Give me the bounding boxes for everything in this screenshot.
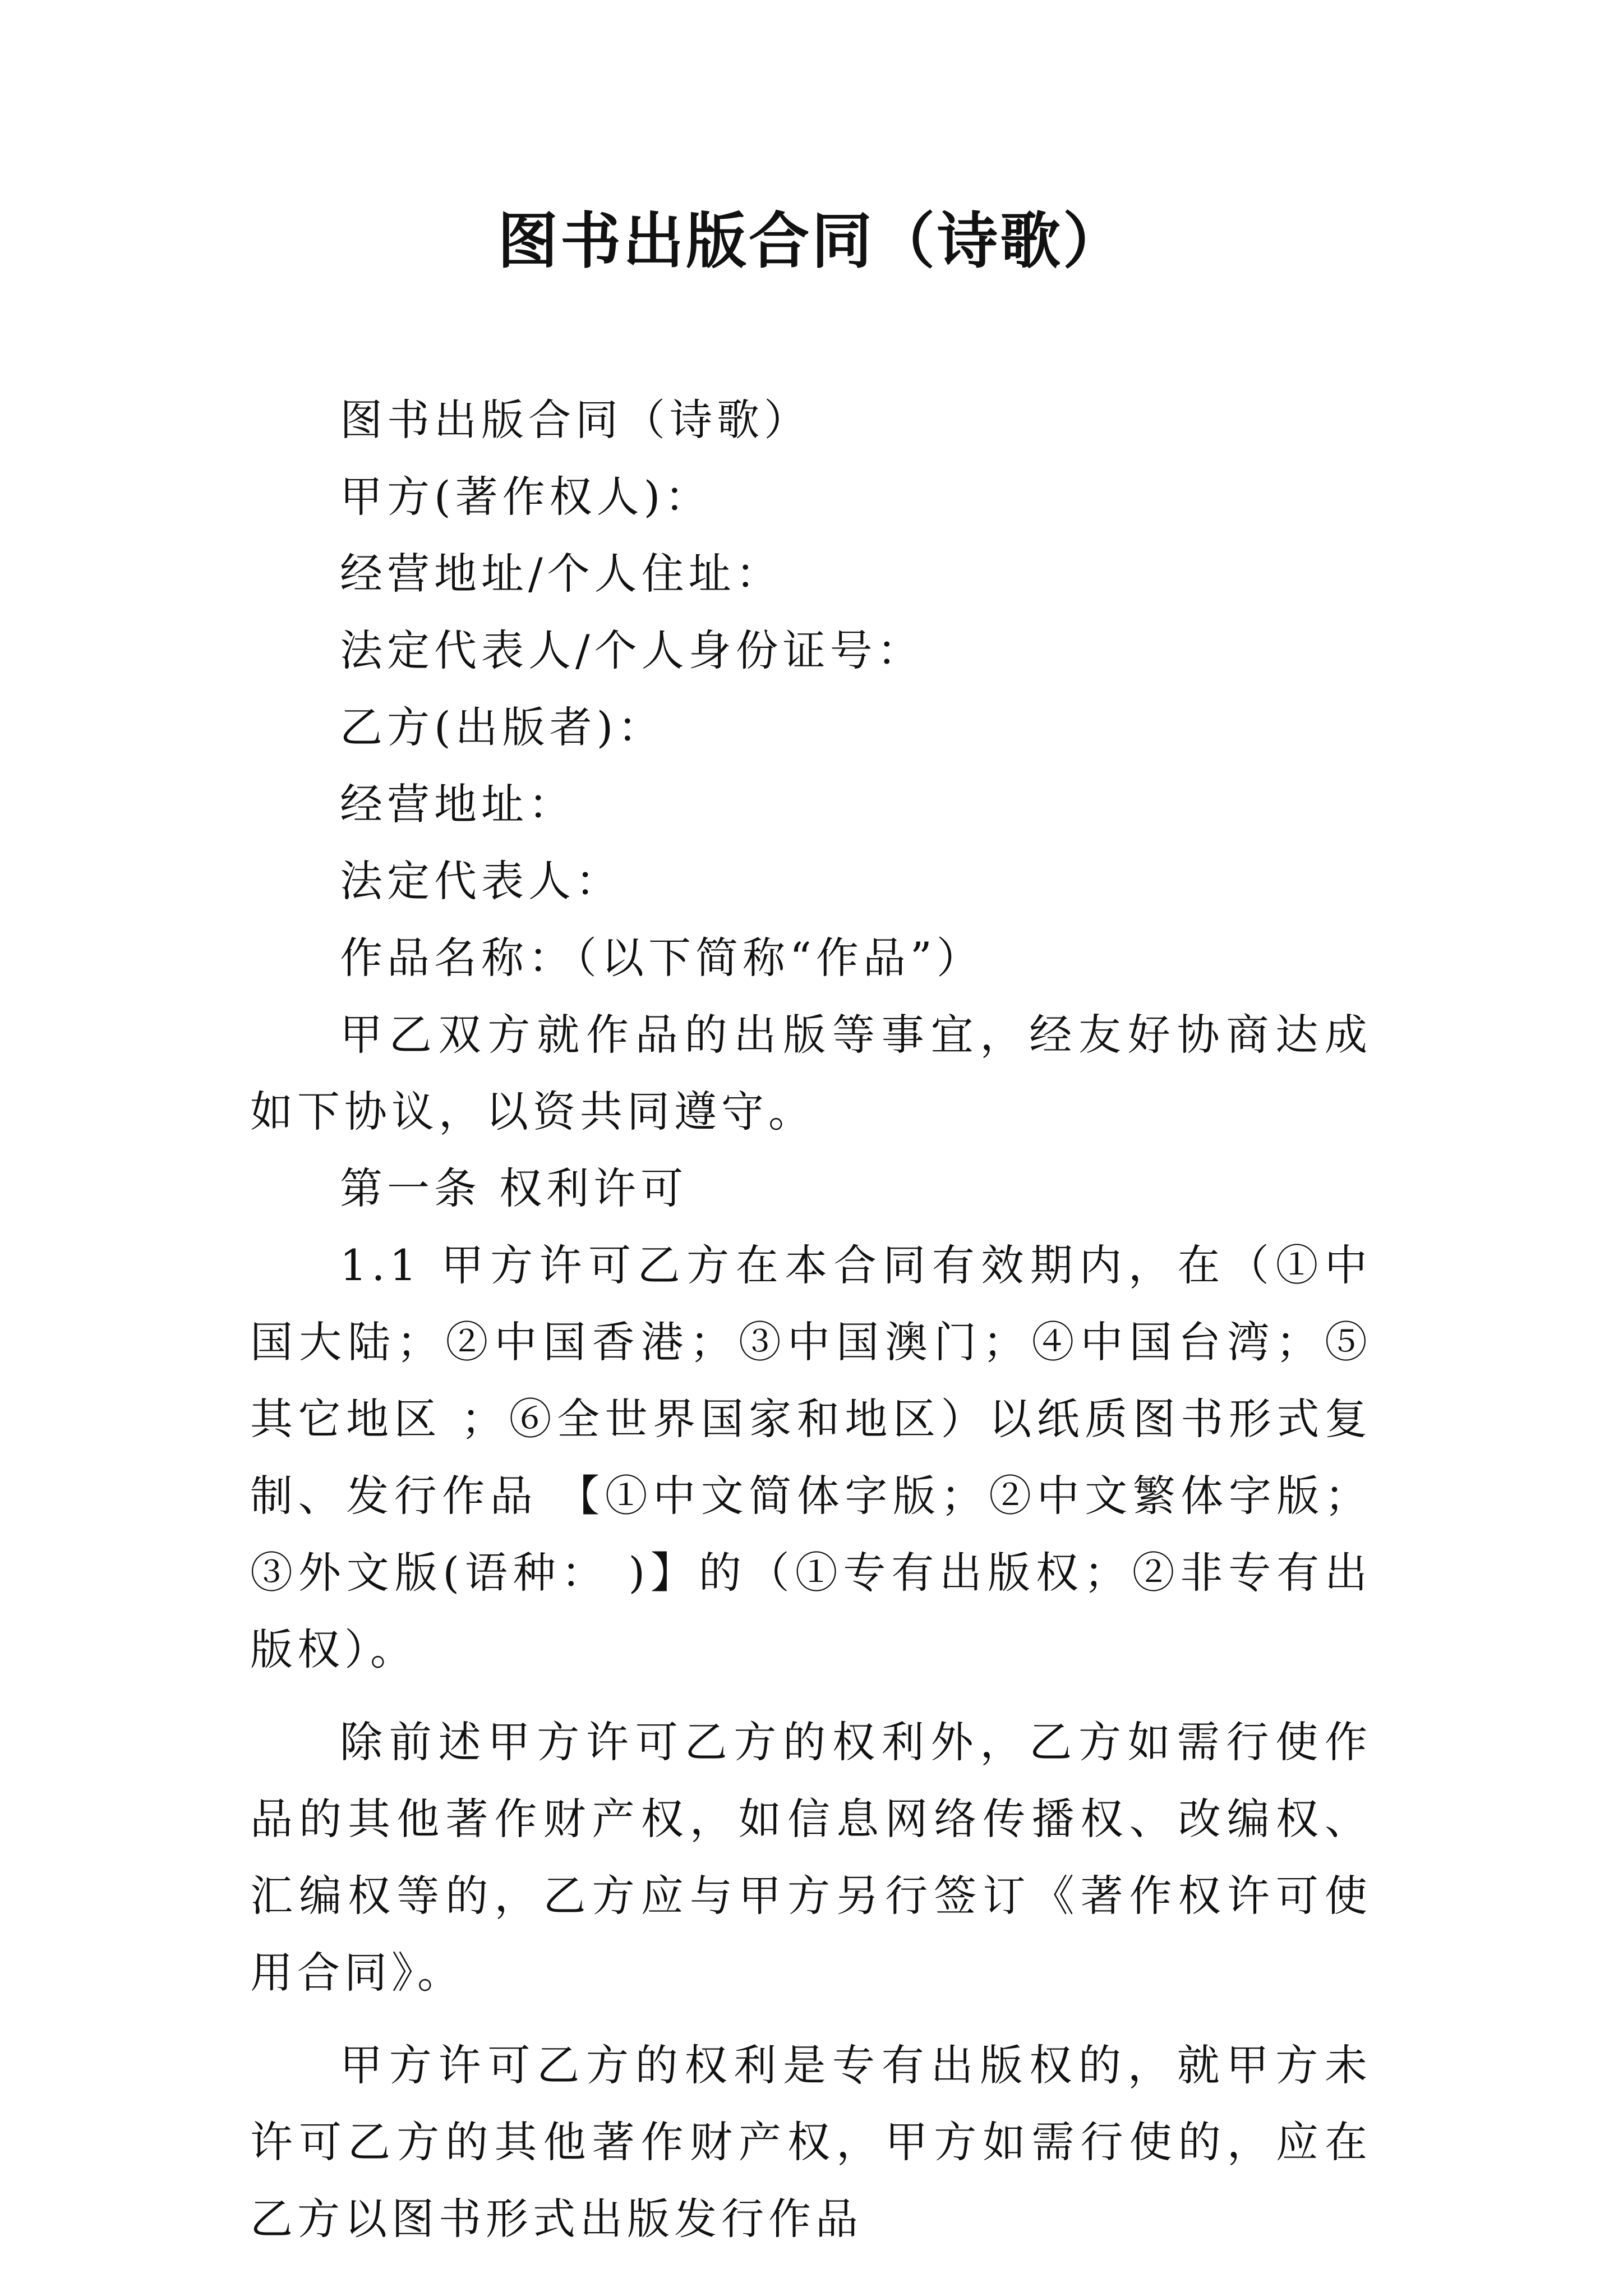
paragraph-party-b-address: 经营地址： <box>340 779 575 829</box>
paragraph-heading: 图书出版合同（诗歌） <box>340 395 811 445</box>
paragraph-party-b: 乙方(出版者)： <box>340 702 665 752</box>
paragraph-agreement-intro: 甲乙双方就作品的出版等事宜，经友好协商达成如下协议，以资共同遵守。 <box>250 1010 1372 1137</box>
paragraph-party-a: 甲方(著作权人)： <box>340 472 712 522</box>
paragraph-exclusive-rights: 甲方许可乙方的权利是专有出版权的，就甲方未许可乙方的其他著作财产权，甲方如需行使的，应在乙方以图书形式出版发行作品 <box>250 2040 1372 2244</box>
paragraph-clause-1-1: 1.1 甲方许可乙方在本合同有效期内，在（①中国大陆；②中国香港；③中国澳门；④中国台湾；⑤其它地区 ；⑥全世界国家和地区）以纸质图书形式复制、发行作品 【①中文简体字版；②中文繁体字版；③外文版(语种： )】的（①专有出版权；②非专有出版权）。 <box>250 1240 1372 1674</box>
paragraph-article-1-heading: 第一条 权利许可 <box>340 1163 688 1213</box>
paragraph-party-a-address: 经营地址/个人住址： <box>340 549 783 599</box>
paragraph-party-b-representative: 法定代表人： <box>340 856 623 906</box>
document-title: 图书出版合同（诗歌） <box>497 206 1126 277</box>
document-body <box>250 381 1372 2257</box>
paragraph-work-name: 作品名称：（以下简称“作品”） <box>340 933 984 983</box>
paragraph-party-a-representative: 法定代表人/个人身份证号： <box>340 625 924 675</box>
paragraph-other-rights: 除前述甲方许可乙方的权利外，乙方如需行使作品的其他著作财产权，如信息网络传播权、改编权、汇编权等的，乙方应与甲方另行签订《著作权许可使用合同》。 <box>250 1717 1372 1998</box>
